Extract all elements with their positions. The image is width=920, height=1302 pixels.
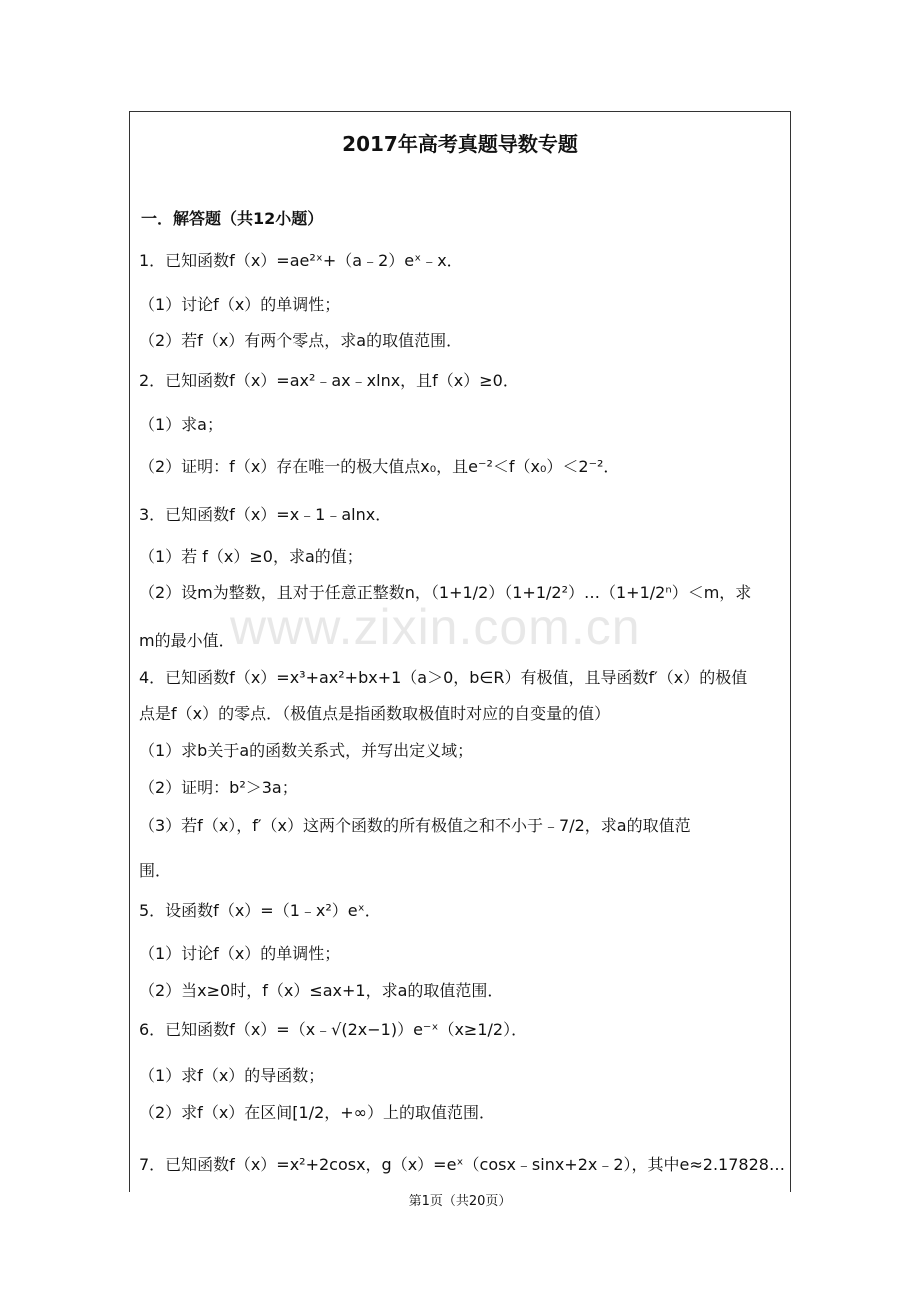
question-line: m的最小值． [139,631,235,650]
question-line: （2）求f（x）在区间[1/2，+∞）上的取值范围． [139,1103,496,1122]
question-line: （2）设m为整数，且对于任意正整数n，（1+1/2）（1+1/2²）…（1+1/2ⁿ）＜m，求 [139,583,752,602]
question-line: （1）求b关于a的函数关系式，并写出定义域； [139,741,474,760]
page-title: 2017年高考真题导数专题 [342,132,578,156]
question-line: （1）讨论f（x）的单调性； [139,295,341,314]
question-line: （3）若f（x），f′（x）这两个函数的所有极值之和不小于﹣7/2，求a的取值范 [139,816,691,835]
question-line: 2．已知函数f（x）=ax²﹣ax﹣xlnx，且f（x）≥0． [139,371,519,390]
question-line: 7．已知函数f（x）=x²+2cosx，g（x）=eˣ（cosx﹣sinx+2x﹣2），其中e≈2.17828… [139,1155,785,1174]
question-line: （2）若f（x）有两个零点，求a的取值范围． [139,331,463,350]
watermark: www.zixin.com.cn [230,599,641,655]
question-line: 6．已知函数f（x）=（x﹣√(2x−1)）e⁻ˣ（x≥1/2）． [139,1020,528,1039]
question-line: （2）当x≥0时，f（x）≤ax+1，求a的取值范围． [139,981,504,1000]
question-line: 围． [139,861,172,880]
question-line: 5．设函数f（x）=（1﹣x²）eˣ． [139,901,381,920]
question-line: 4．已知函数f（x）=x³+ax²+bx+1（a＞0，b∈R）有极值，且导函数f′（x）的极值 [139,668,748,687]
section-heading: 一．解答题（共12小题） [141,209,324,228]
question-line: 1．已知函数f（x）=ae²ˣ+（a﹣2）eˣ﹣x． [139,251,463,270]
question-line: （1）求f（x）的导函数； [139,1066,325,1085]
question-line: （1）讨论f（x）的单调性； [139,944,341,963]
question-line: （2）证明：f（x）存在唯一的极大值点x₀，且e⁻²＜f（x₀）＜2⁻²． [139,457,620,476]
question-line: 3．已知函数f（x）=x﹣1﹣alnx． [139,505,392,524]
question-line: 点是f（x）的零点．（极值点是指函数取极值时对应的自变量的值） [139,704,611,723]
question-line: （1）求a； [139,415,223,434]
page-footer: 第1页（共20页） [408,1194,512,1209]
question-line: （1）若 f（x）≥0，求a的值； [139,547,363,566]
question-line: （2）证明：b²＞3a； [139,778,298,797]
